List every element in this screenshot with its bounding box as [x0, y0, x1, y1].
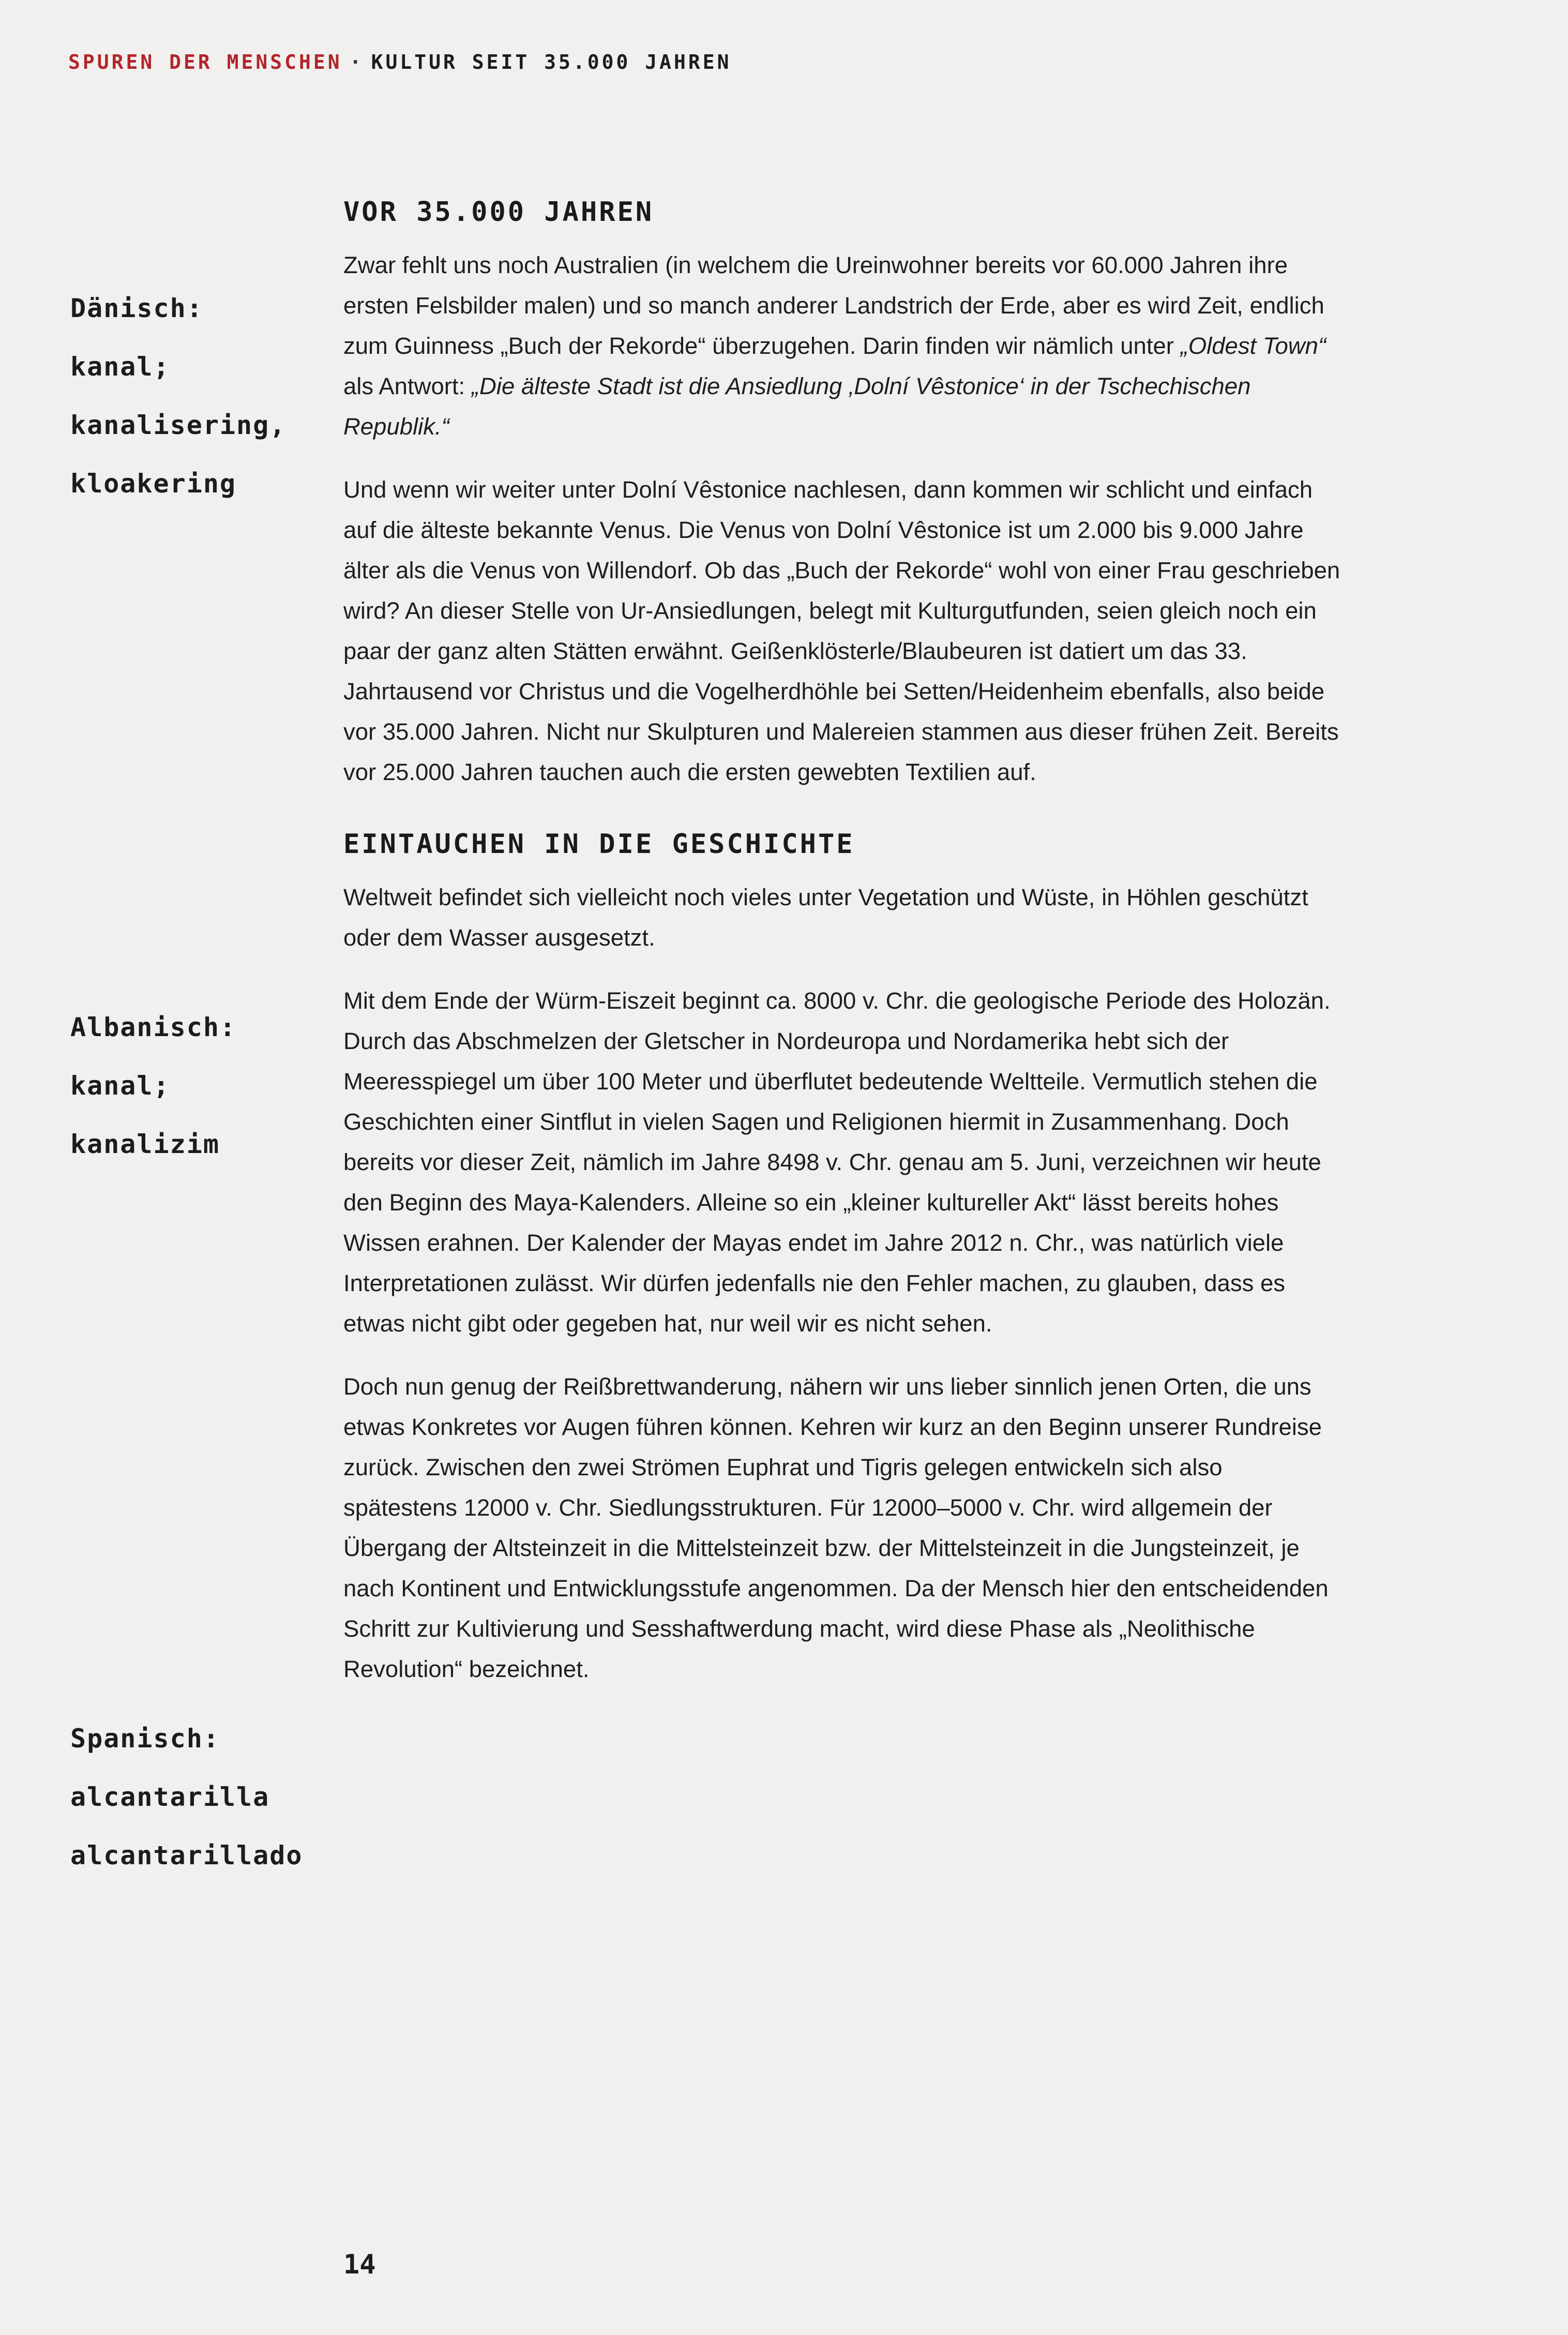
sidebar-term: kanal; — [70, 1071, 170, 1101]
sidebar-danish — [70, 279, 286, 513]
sidebar-language-label: Albanisch: — [70, 1012, 237, 1042]
paragraph: Weltweit befindet sich vielleicht noch vieles unter Vegetation und Wüste, in Höhlen geschützt oder dem Wasser ausgesetzt. — [343, 884, 1308, 951]
paragraph — [343, 245, 1341, 447]
italic-quote: „Oldest Town“ — [1180, 333, 1326, 359]
main-text-column — [343, 197, 1341, 1712]
running-head — [68, 51, 732, 73]
paragraph: Und wenn wir weiter unter Dolní Vêstonice nachlesen, dann kommen wir schlicht und einfach auf die älteste bekannte Venus. Die Venus von Dolní Vêstonice ist um 2.000 bis 9.000 Jahre älter als die Venus von Willendorf. Ob das „Buch der Rekorde“ wohl von einer Frau geschrieben wird? An dieser Stelle von Ur-Ansiedlungen, belegt mit Kulturgutfunden, seien gleich noch ein paar der ganz alten Stätten erwähnt. Geißenklösterle/Blaubeuren ist datiert um das 33. Jahrtausend vor Christus und die Vogelherdhöhle bei Setten/Heidenheim ebenfalls, also beide vor 35.000 Jahren. Nicht nur Skulpturen und Malereien stammen aus dieser frühen Zeit. Bereits vor 25.000 Jahren tauchen auch die ersten gewebten Textilien auf. — [343, 476, 1340, 785]
sidebar-language-label: Spanisch: — [70, 1724, 220, 1754]
running-head-subtitle: KULTUR SEIT 35.000 JAHREN — [371, 51, 732, 73]
sidebar-albanian — [70, 998, 236, 1174]
sidebar-term: kanal; — [70, 352, 170, 382]
section-heading-geschichte: EINTAUCHEN IN DIE GESCHICHTE — [343, 829, 855, 860]
paragraph: Mit dem Ende der Würm-Eiszeit beginnt ca. 8000 v. Chr. die geologische Periode des Holozän. Durch das Abschmelzen der Gletscher in Nordeuropa und Nordamerika hebt sich der Meeresspiegel um über 100 Meter und überflutet bedeutende Weltteile. Vermutlich stehen die Geschichten einer Sintflut in vielen Sagen und Religionen hiermit in Zusammenhang. Doch bereits vor dieser Zeit, nämlich im Jahre 8498 v. Chr. genau am 5. Juni, verzeichnen wir heute den Beginn des Maya-Kalenders. Alleine so ein „kleiner kultureller Akt“ lässt bereits hohes Wissen erahnen. Der Kalender der Mayas endet im Jahre 2012 n. Chr., was natürlich viele Interpretationen zulässt. Wir dürfen jedenfalls nie den Fehler machen, zu glauben, dass es etwas nicht gibt oder gegeben hat, nur weil wir es nicht sehen. — [343, 987, 1331, 1337]
sidebar-term: alcantarilla — [70, 1782, 270, 1812]
paragraph-text: als Antwort: — [343, 373, 472, 399]
paragraph: Doch nun genug der Reißbrettwanderung, nähern wir uns lieber sinnlich jenen Orten, die uns etwas Konkretes vor Augen führen können. Kehren wir kurz an den Beginn unserer Rundreise zurück. Zwischen den zwei Strömen Euphrat und Tigris gelegen entwickeln sich also spätestens 12000 v. Chr. Siedlungsstrukturen. Für 12000–5000 v. Chr. wird allgemein der Übergang der Altsteinzeit in die Mittelsteinzeit bzw. der Mittelsteinzeit in die Jungsteinzeit, je nach Kontinent und Entwicklungsstufe angenommen. Da der Mensch hier den entscheidenden Schritt zur Kultivierung und Sesshaftwerdung macht, wird diese Phase als „Neolithische Revolution“ bezeichnet. — [343, 1373, 1329, 1682]
running-head-section: SPUREN DER MENSCHEN — [68, 51, 342, 73]
page-number: 14 — [343, 2249, 376, 2280]
sidebar-term: kanalizim — [70, 1129, 220, 1159]
running-head-separator: · — [349, 51, 364, 73]
sidebar-term: alcantarillado — [70, 1840, 303, 1870]
sidebar-spanish — [70, 1710, 303, 1885]
section-heading-35000: VOR 35.000 JAHREN — [343, 197, 654, 228]
paragraph-text: Zwar fehlt uns noch Australien (in welchem die Ureinwohner bereits vor 60.000 Jahren ihre ersten Felsbilder malen) und so manch anderer Landstrich der Erde, aber es wird Zeit, endlich zum Guinness „Buch der Rekorde“ überzugehen. Darin finden wir nämlich unter — [343, 252, 1324, 359]
sidebar-term: kloakering — [70, 469, 237, 499]
sidebar-language-label: Dänisch: — [70, 293, 203, 323]
italic-quote: „Die älteste Stadt ist die Ansiedlung ‚Dolní Vêstonice‘ in der Tschechischen Republik.“ — [343, 373, 1251, 440]
sidebar-term: kanalisering, — [70, 410, 287, 440]
